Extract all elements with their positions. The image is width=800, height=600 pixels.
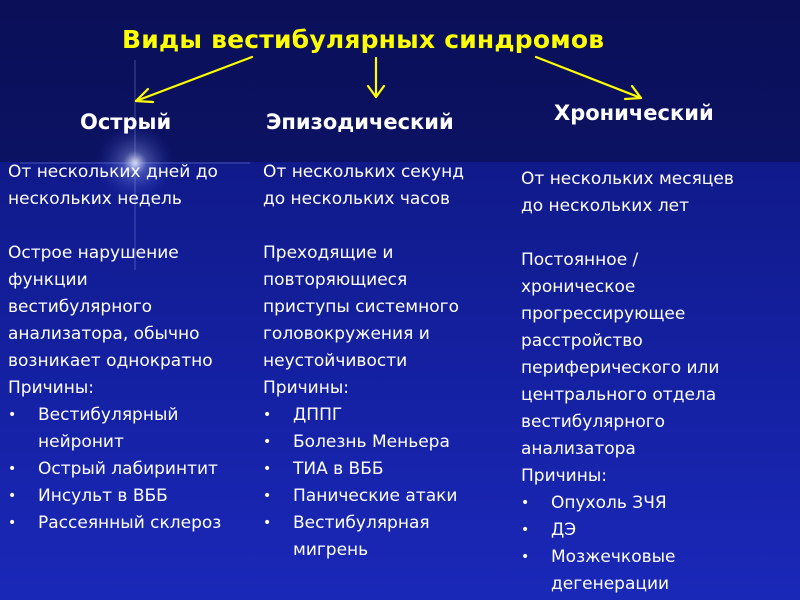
duration-line: От нескольких месяцев	[521, 169, 734, 189]
column-heading-acute: Острый	[80, 110, 172, 134]
cause-text: нейронит	[38, 432, 124, 452]
bullet-icon: •	[263, 488, 272, 504]
cause-item	[521, 544, 791, 598]
description-line: центрального отдела	[521, 385, 717, 405]
cause-item	[263, 429, 513, 456]
causes-list	[263, 402, 513, 564]
description-line: периферического или	[521, 358, 720, 378]
cause-text: дегенерации	[551, 574, 670, 594]
cause-item	[8, 483, 253, 510]
description-line: Преходящие и	[263, 243, 394, 263]
bullet-icon: •	[8, 407, 17, 423]
cause-text: Мозжечковые	[551, 547, 676, 567]
column-heading-chronic: Хронический	[554, 101, 714, 125]
description-line: неустойчивости	[263, 351, 408, 371]
description-line: головокружения и	[263, 324, 430, 344]
cause-text: ДЭ	[551, 520, 577, 540]
duration-line: От нескольких секунд	[263, 162, 464, 182]
cause-text: Вестибулярная	[293, 513, 430, 533]
bullet-icon: •	[263, 515, 272, 531]
column-acute	[8, 159, 253, 537]
description-line: приступы системного	[263, 297, 459, 317]
causes-list	[521, 490, 791, 598]
description-line: возникает однократно	[8, 351, 213, 371]
cause-text: ТИА в ВББ	[293, 459, 384, 479]
duration-line: От нескольких дней до	[8, 162, 218, 182]
cause-item	[8, 456, 253, 483]
cause-item	[521, 517, 791, 544]
cause-text: Панические атаки	[293, 486, 458, 506]
causes-label: Причины:	[521, 466, 607, 486]
cause-text: Рассеянный склероз	[38, 513, 222, 533]
column-chronic	[521, 166, 791, 598]
duration-line: до нескольких лет	[521, 196, 690, 216]
duration-line: нескольких недель	[8, 189, 182, 209]
cause-text: Опухоль ЗЧЯ	[551, 493, 667, 513]
causes-label: Причины:	[8, 378, 94, 398]
cause-item	[263, 402, 513, 429]
cause-text: мигрень	[293, 540, 369, 560]
spacer	[8, 213, 253, 240]
arrow-left-icon	[136, 57, 252, 102]
spacer	[521, 220, 791, 247]
cause-item	[263, 456, 513, 483]
cause-text: Инсульт в ВББ	[38, 486, 168, 506]
description-line: анализатора, обычно	[8, 324, 200, 344]
bullet-icon: •	[521, 495, 530, 511]
cause-item	[263, 483, 513, 510]
column-heading-episodic: Эпизодический	[266, 110, 454, 134]
cause-text: Болезнь Меньера	[293, 432, 450, 452]
cause-item	[8, 402, 253, 456]
bullet-icon: •	[521, 549, 530, 565]
description-line: расстройство	[521, 331, 643, 351]
description-line: вестибулярного	[8, 297, 153, 317]
spacer	[263, 213, 513, 240]
bullet-icon: •	[8, 488, 17, 504]
column-episodic	[263, 159, 513, 564]
causes-list	[8, 402, 253, 537]
causes-label: Причины:	[263, 378, 349, 398]
description-line: хроническое	[521, 277, 636, 297]
bullet-icon: •	[263, 407, 272, 423]
description-line: функции	[8, 270, 88, 290]
page-title: Виды вестибулярных синдромов	[122, 25, 605, 54]
cause-item	[8, 510, 253, 537]
description-line: анализатора	[521, 439, 636, 459]
cause-text: Вестибулярный	[38, 405, 179, 425]
duration-line: до нескольких часов	[263, 189, 451, 209]
description-line: Острое нарушение	[8, 243, 179, 263]
cause-text: Острый лабиринтит	[38, 459, 218, 479]
bullet-icon: •	[521, 522, 530, 538]
bullet-icon: •	[263, 434, 272, 450]
cause-item	[263, 510, 513, 564]
cause-text: ДППГ	[293, 405, 343, 425]
bullet-icon: •	[8, 515, 17, 531]
description-line: повторяющиеся	[263, 270, 408, 290]
arrow-down-icon	[368, 58, 384, 97]
bullet-icon: •	[263, 461, 272, 477]
description-line: вестибулярного	[521, 412, 666, 432]
bullet-icon: •	[8, 461, 17, 477]
arrow-right-icon	[536, 57, 641, 99]
description-line: прогрессирующее	[521, 304, 686, 324]
description-line: Постоянное /	[521, 250, 639, 270]
cause-item	[521, 490, 791, 517]
